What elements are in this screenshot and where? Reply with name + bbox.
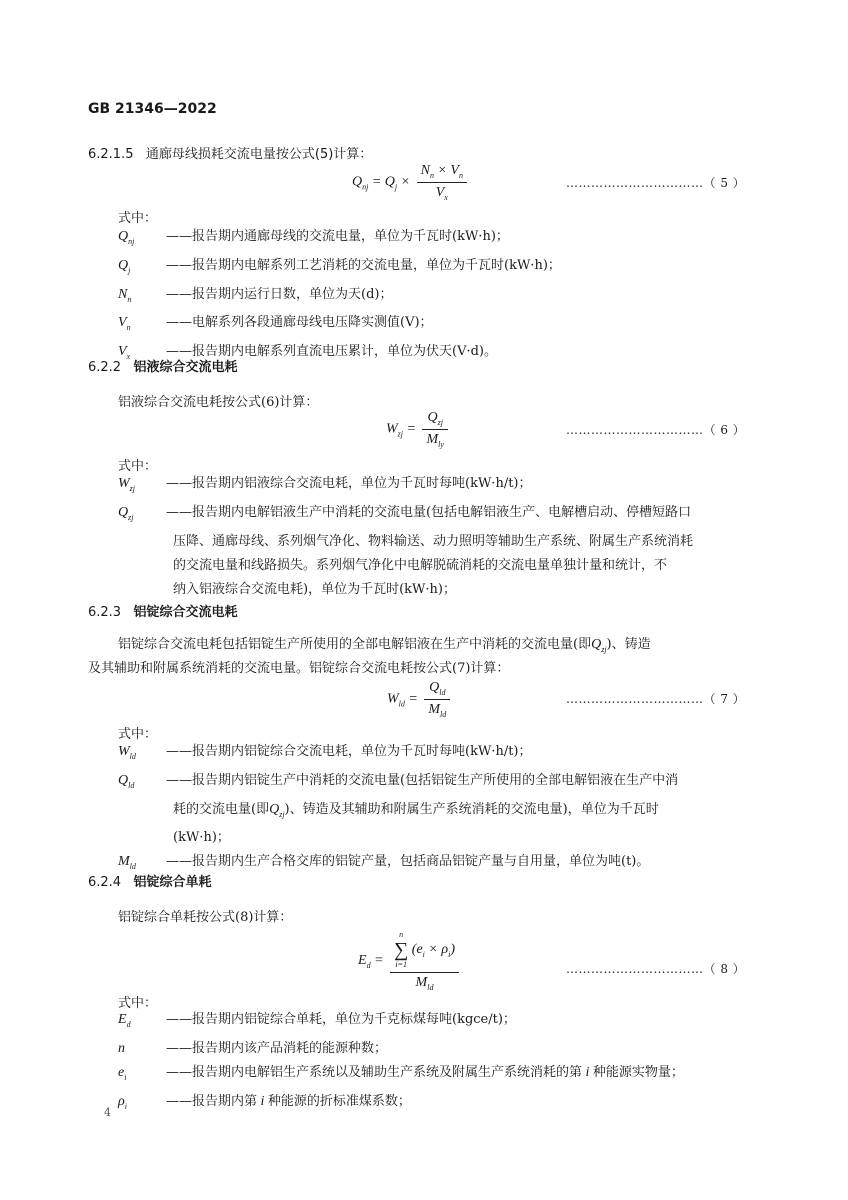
definition-continuation: (kW·h)； <box>173 830 230 846</box>
clause-title: 铝锭综合单耗 <box>133 875 212 890</box>
paragraph-text: 铝锭综合交流电耗包括铝锭生产所使用的全部电解铝液在生产中消耗的交流电量(即 <box>118 637 592 652</box>
clause-number: 6.2.2 <box>88 360 122 375</box>
clause-title: 铝液综合交流电耗 <box>133 360 238 375</box>
standard-number: GB 21346—2022 <box>88 101 217 117</box>
definition-list-8: $E_d$ ——报告期内铝锭综合单耗，单位为千克标煤每吨(kgce/t)； n ——报告期内该产品消耗的能源种数； $e_i$ ——报告期内电解铝生产系统以及辅助生产系统及附属生产系统消耗的第 i 种能源实物量； $\rho_i$ ——报告期内第 i 种能源的折标准煤系数； <box>118 1012 684 1111</box>
definition: ——报告期内该产品消耗的能源种数； <box>166 1040 388 1056</box>
clause-text: 铝液综合交流电耗按公式(6)计算： <box>118 395 319 410</box>
definition: 种能源的折标准煤系数； <box>267 1093 411 1109</box>
definition: ——报告期内电解铝生产系统以及辅助生产系统及附属生产系统消耗的第 <box>166 1064 583 1080</box>
definition: ——报告期内铝锭综合单耗，单位为千克标煤每吨(kgce/t)； <box>166 1012 516 1027</box>
clause-6-2-2 <box>88 356 238 375</box>
paragraph-text: )、铸造 <box>606 637 651 652</box>
definition-list-7: $W_{ld}$ ——报告期内铝锭综合交流电耗，单位为千瓦时每吨(kW·h/t)； $Q_{ld}$ ——报告期内铝锭生产中消耗的交流电量(包括铝锭生产所使用的全部电解铝液在生产中消 耗的交流电量(即$Q_{zj}$)、铸造及其辅助和附属生产系统消耗的交流电量)，单位为千瓦时 (kW·h)； $M_{ld}$ ——报告期内生产合格交库的铝锭产量，包括商品铝锭产量与自用量，单位为吨(t)。 <box>118 744 679 872</box>
where-label: 式中： <box>118 459 158 474</box>
definition: ——报告期内运行日数，单位为天(d)； <box>166 286 393 302</box>
clause-text: 通廊母线损耗交流电量按公式(5)计算： <box>145 147 373 162</box>
definition-list-5: $Q_{nj}$ ——报告期内通廊母线的交流电量，单位为千瓦时(kW·h)； $Q_j$ ——报告期内电解系列工艺消耗的交流电量，单位为千瓦时(kW·h)； $N_n$ ——报告期内运行日数，单位为天(d)； $V_n$ ——电解系列各段通廊母线电压降实测值(V)； $V_x$ ——报告期内电解系列直流电压累计，单位为伏天(V·d)。 <box>118 229 561 361</box>
definition: ——报告期内铝锭综合交流电耗，单位为千瓦时每吨(kW·h/t)； <box>166 744 532 759</box>
definition: ——报告期内通廊母线的交流电量，单位为千瓦时(kW·h)； <box>166 229 509 244</box>
page-number: 4 <box>104 1106 111 1119</box>
clause-title: 铝锭综合交流电耗 <box>133 605 238 620</box>
definition: ——报告期内电解系列工艺消耗的交流电量，单位为千瓦时(kW·h)； <box>166 257 561 273</box>
formula-5: $Q_{nj} = Q_j$ × $\frac{N_n \times V_n}{V_x}$ <box>352 163 470 202</box>
where-label: 式中： <box>118 727 158 742</box>
paragraph: 及其辅助和附属系统消耗的交流电量。铝锭综合交流电耗按公式(7)计算： <box>88 661 510 676</box>
clause-number: 6.2.4 <box>88 875 122 890</box>
clause-number: 6.2.3 <box>88 605 122 620</box>
formula-6: $W_{zj}$ = $\frac{Q_{zj}}{M_{ly}}$ <box>386 410 451 449</box>
definition-continuation: 压降、通廊母线、系列烟气净化、物料输送、动力照明等辅助生产系统、附属生产系统消耗 <box>173 533 694 549</box>
definition: ——报告期内铝锭生产中消耗的交流电量(包括铝锭生产所使用的全部电解铝液在生产中消 <box>166 772 679 788</box>
definition: ——报告期内铝液综合交流电耗，单位为千瓦时每吨(kW·h/t)； <box>166 476 532 491</box>
clause-6-2-4 <box>88 871 212 890</box>
symbol-qzj: $Q_{zj}$ <box>269 801 285 819</box>
definition-continuation: 纳入铝液综合交流电耗)，单位为千瓦时(kW·h)； <box>173 581 456 597</box>
clause-6-2-3 <box>88 601 238 620</box>
definition: 种能源实物量； <box>592 1064 684 1080</box>
equation-number-5: ……………………………（ 5 ） <box>566 176 746 190</box>
clause-number: 6.2.1.5 <box>88 147 134 162</box>
equation-number-7: ……………………………（ 7 ） <box>566 692 746 706</box>
where-label: 式中： <box>118 996 158 1011</box>
definition-list-6: $W_{zj}$ ——报告期内铝液综合交流电耗，单位为千瓦时每吨(kW·h/t)； $Q_{zj}$ ——报告期内电解铝液生产中消耗的交流电量(包括电解铝液生产、电解槽启动、停槽短路口 压降、通廊母线、系列烟气净化、物料输送、动力照明等辅助生产系统、附属生产系统消耗 的交流电量和线路损失。系列烟气净化中电解脱硫消耗的交流电量单独计量和统计，不 纳入铝液综合交流电耗)，单位为千瓦时(kW·h)； <box>118 472 693 602</box>
symbol-qzj: $Q_{zj}$ <box>591 637 607 654</box>
formula-7: $W_{ld}$ = $\frac{Q_{ld}}{M_{ld}}$ <box>387 680 453 719</box>
definition-continuation: )、铸造及其辅助和附属生产系统消耗的交流电量)，单位为千瓦时 <box>284 801 659 817</box>
symbol-i: i <box>257 1093 268 1109</box>
equation-number-6: ……………………………（ 6 ） <box>566 423 746 437</box>
definition-continuation: 耗的交流电量(即 <box>173 801 270 817</box>
definition: ——报告期内电解系列直流电压累计，单位为伏天(V·d)。 <box>166 344 497 360</box>
definition: ——报告期内第 <box>166 1093 258 1109</box>
paragraph <box>118 633 651 654</box>
where-label: 式中： <box>118 211 158 226</box>
clause-6-2-1-5 <box>88 143 372 162</box>
symbol-i: i <box>582 1064 593 1080</box>
clause-text: 铝锭综合单耗按公式(8)计算： <box>118 910 293 925</box>
definition: ——报告期内电解铝液生产中消耗的交流电量(包括电解铝液生产、电解槽启动、停槽短路口 <box>166 504 692 520</box>
formula-8: $E_d$ = n ∑ i=1 $(e_i \times \rho_i)$ $M_{ld}$ <box>358 930 462 992</box>
definition: ——电解系列各段通廊母线电压降实测值(V)； <box>166 315 433 331</box>
definition-continuation: 的交流电量和线路损失。系列烟气净化中电解脱硫消耗的交流电量单独计量和统计，不 <box>173 557 668 573</box>
equation-number-8: ……………………………（ 8 ） <box>566 962 746 976</box>
definition: ——报告期内生产合格交库的铝锭产量，包括商品铝锭产量与自用量，单位为吨(t)。 <box>166 854 650 870</box>
